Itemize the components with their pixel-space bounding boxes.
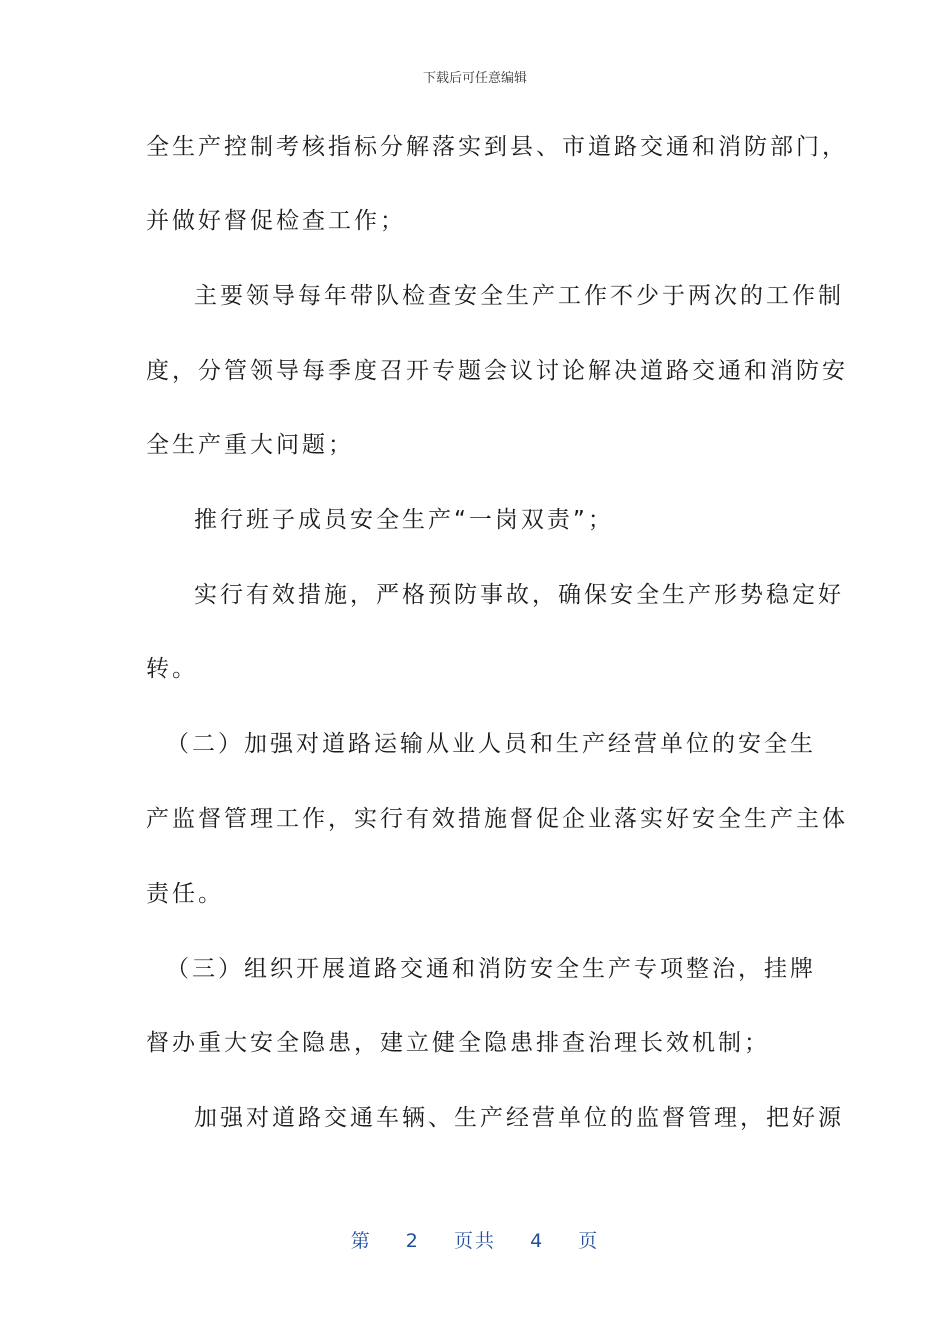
body-line: 督办重大安全隐患，建立健全隐患排查治理长效机制；: [146, 1030, 770, 1056]
page-footer: [0, 1226, 950, 1253]
body-line: 推行班子成员安全生产“一岗双责”；: [194, 507, 614, 533]
header-note: 下载后可任意编辑: [422, 71, 527, 86]
footer-suffix: 页: [578, 1230, 600, 1252]
body-line: 主要领导每年带队检查安全生产工作不少于两次的工作制: [194, 283, 844, 309]
body-line: 度，分管领导每季度召开专题会议讨论解决道路交通和消防安: [146, 358, 848, 384]
footer-current-page: 2: [405, 1230, 420, 1252]
body-line: 全生产控制考核指标分解落实到县、市道路交通和消防部门，: [146, 134, 848, 160]
footer-total-pages: 4: [530, 1230, 545, 1252]
body-line: 实行有效措施，严格预防事故，确保安全生产形势稳定好: [194, 582, 844, 608]
body-line: 加强对道路交通车辆、生产经营单位的监督管理，把好源: [194, 1105, 844, 1131]
body-line: 全生产重大问题；: [146, 432, 354, 458]
footer-middle: 页共: [453, 1230, 496, 1252]
footer-prefix: 第: [350, 1230, 372, 1252]
body-line: 并做好督促检查工作；: [146, 208, 406, 234]
body-line: （二）加强对道路运输从业人员和生产经营单位的安全生: [166, 731, 816, 757]
body-line: （三）组织开展道路交通和消防安全生产专项整治，挂牌: [166, 956, 816, 982]
body-line: 责任。: [146, 881, 224, 907]
body-line: 转。: [146, 656, 198, 682]
body-line: 产监督管理工作，实行有效措施督促企业落实好安全生产主体: [146, 806, 848, 832]
